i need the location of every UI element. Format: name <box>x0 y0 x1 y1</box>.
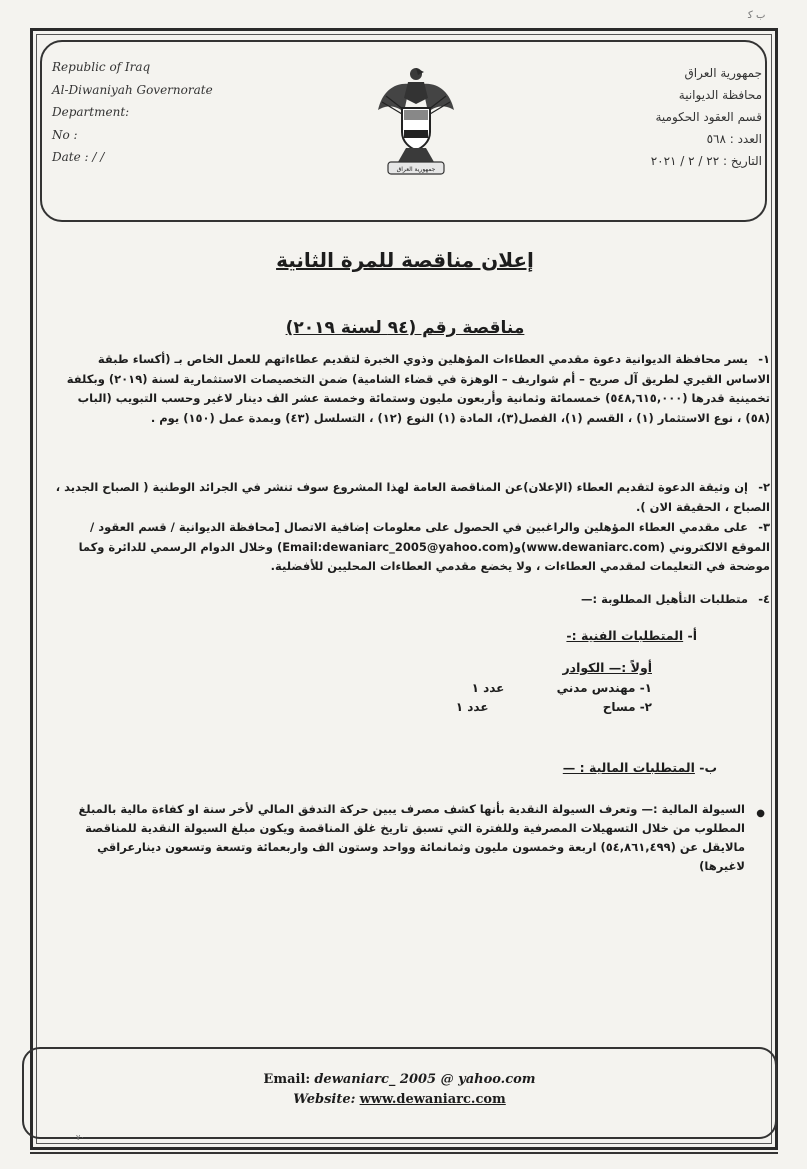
paragraph-2-text: إن وثيقة الدعوة لتقديم العطاء (الإعلان)عن المناقصة العامة لهذا المشروع سوف تنشر في الجرائد الوطنية ( الصباح الجديد ، الصباح ، الحقيقة الان ). <box>55 480 770 514</box>
staff-count: عدد ١ <box>455 700 489 714</box>
letterhead-english <box>52 56 252 169</box>
governorate-label: Al-Diwaniyah Governorate <box>52 82 213 97</box>
paragraph-4-text: متطلبات التأهيل المطلوبة :— <box>581 592 748 606</box>
liquidity-text: السيولة المالية :— وتعرف السيولة النقدية بأنها كشف مصرف يبين حركة التدفق المالي لأخر سنة او كفاءة مالية بالمبلغ المطلوب من خلال التسهيلات المصرفية وللفترة التي تسبق تاريخ غلق المناقصة ويكون مبلغ السيولة النقدية للمناقصة مالايقل عن (٥٤,٨٦١,٤٩٩) اربعة وخمسون مليون وثمانمائة وواحد وستون الف واربعمائة وتسعة وتسعون دينارعراقي لاغيرها) <box>78 802 745 873</box>
republic-label: Republic of Iraq <box>52 60 151 74</box>
paragraph-4 <box>50 590 770 610</box>
paragraph-2 <box>50 478 770 517</box>
paragraph-3 <box>50 518 770 577</box>
number-label-ar: العدد : ٥٦٨ <box>706 132 762 146</box>
technical-heading-text: المتطلبات الفنية :- <box>566 628 684 643</box>
number-label: No : <box>52 127 78 142</box>
department-label-ar: قسم العقود الحكومية <box>655 110 762 124</box>
technical-prefix: أ- <box>687 628 697 643</box>
staff-number: ٢- <box>639 700 652 714</box>
governorate-label-ar: محافظة الديوانية <box>678 88 762 102</box>
footer-email-line <box>22 1070 777 1090</box>
staff-count: عدد ١ <box>471 681 505 695</box>
liquidity-paragraph <box>55 800 765 876</box>
emblem-caption: جمهورية العراق <box>396 166 436 173</box>
staff-row <box>472 681 652 695</box>
paragraph-1-number: ١- <box>758 352 770 366</box>
paragraph-2-number: ٢- <box>758 480 770 494</box>
staff-role: مهندس مدني <box>556 681 636 695</box>
republic-label-ar: جمهورية العراق <box>684 66 762 80</box>
iraq-eagle-emblem-icon <box>374 62 458 178</box>
staff-row <box>456 700 652 714</box>
cadre-heading <box>402 660 652 675</box>
paragraph-3-text: على مقدمي العطاء المؤهلين والراغبين في الحصول على معلومات إضافية الاتصال [محافظة الديوانية / قسم العقود / الموقع الالكتروني (www.dewaniarc.com)و(Email:dewaniarc_2005@yahoo.com) وخلال الدوام الرسمي للدائرة وكما موضحة في التعليمات لمقدمي العطاءات ، ولا يخضع مقدمي العطاءات المحليين للأفضلية. <box>78 520 770 573</box>
date-label: Date : / / <box>52 150 105 164</box>
technical-requirements-heading <box>447 628 697 643</box>
website-label: Website: <box>293 1092 356 1107</box>
document-title: إعلان مناقصة للمرة الثانية <box>276 248 534 272</box>
paragraph-1 <box>50 350 770 428</box>
email-label: Email: <box>263 1072 311 1087</box>
financial-requirements-heading <box>467 760 717 775</box>
footer-website-line <box>22 1090 777 1110</box>
paragraph-1-text: يسر محافظة الديوانية دعوة مقدمي العطاءات المؤهلين وذوي الخبرة لتقديم عطاءاتهم للعمل الخاص بـ (أكساء طبقة الاساس القيري لطريق آل صريح – أم شواريف – الوهزة في قضاء الشامية) ضمن التخصيصات الاستثمارية لسنة (٢٠١٩) وبكلفة تخمينية قدرها (٥٤٨,٦١٥,٠٠٠) خمسمائة وثمانية وأربعون مليون وستمائة وخمسة عشر الف دينار لاغير وحسب التبويب (الباب (٥٨) ، نوع الاستثمار (١) ، القسم (١)، الفصل(٣)، المادة (١) النوع (١٢) ، التسلسل (٤٣) وبمدة عمل (١٥٠) يوم . <box>66 352 770 425</box>
date-label-ar: التاريخ : ٢٢ / ٢ / ٢٠٢١ <box>650 154 762 168</box>
footer-contact <box>22 1070 777 1110</box>
staff-number: ١- <box>639 681 652 695</box>
financial-heading-text: المتطلبات المالية : — <box>562 760 695 775</box>
paragraph-4-number: ٤- <box>758 592 770 606</box>
bottom-rule <box>30 1152 778 1154</box>
staff-role: مساح <box>602 700 636 714</box>
website-link[interactable]: www.dewaniarc.com <box>359 1092 506 1107</box>
corner-mark: ب ﮐ <box>748 10 766 21</box>
scan-mark: ٧٠ <box>76 1133 85 1142</box>
financial-prefix: ب- <box>699 760 717 775</box>
department-label: Department: <box>52 105 130 119</box>
tender-number: مناقصة رقم (٩٤ لسنة ٢٠١٩) <box>285 318 525 338</box>
cadre-heading-text: أولاً :— الكوادر <box>562 660 652 675</box>
paragraph-3-number: ٣- <box>758 520 770 534</box>
letterhead-arabic <box>572 62 762 172</box>
bullet-icon: ● <box>756 808 765 819</box>
email-value[interactable]: dewaniarc_ 2005 @ yahoo.com <box>314 1072 536 1087</box>
